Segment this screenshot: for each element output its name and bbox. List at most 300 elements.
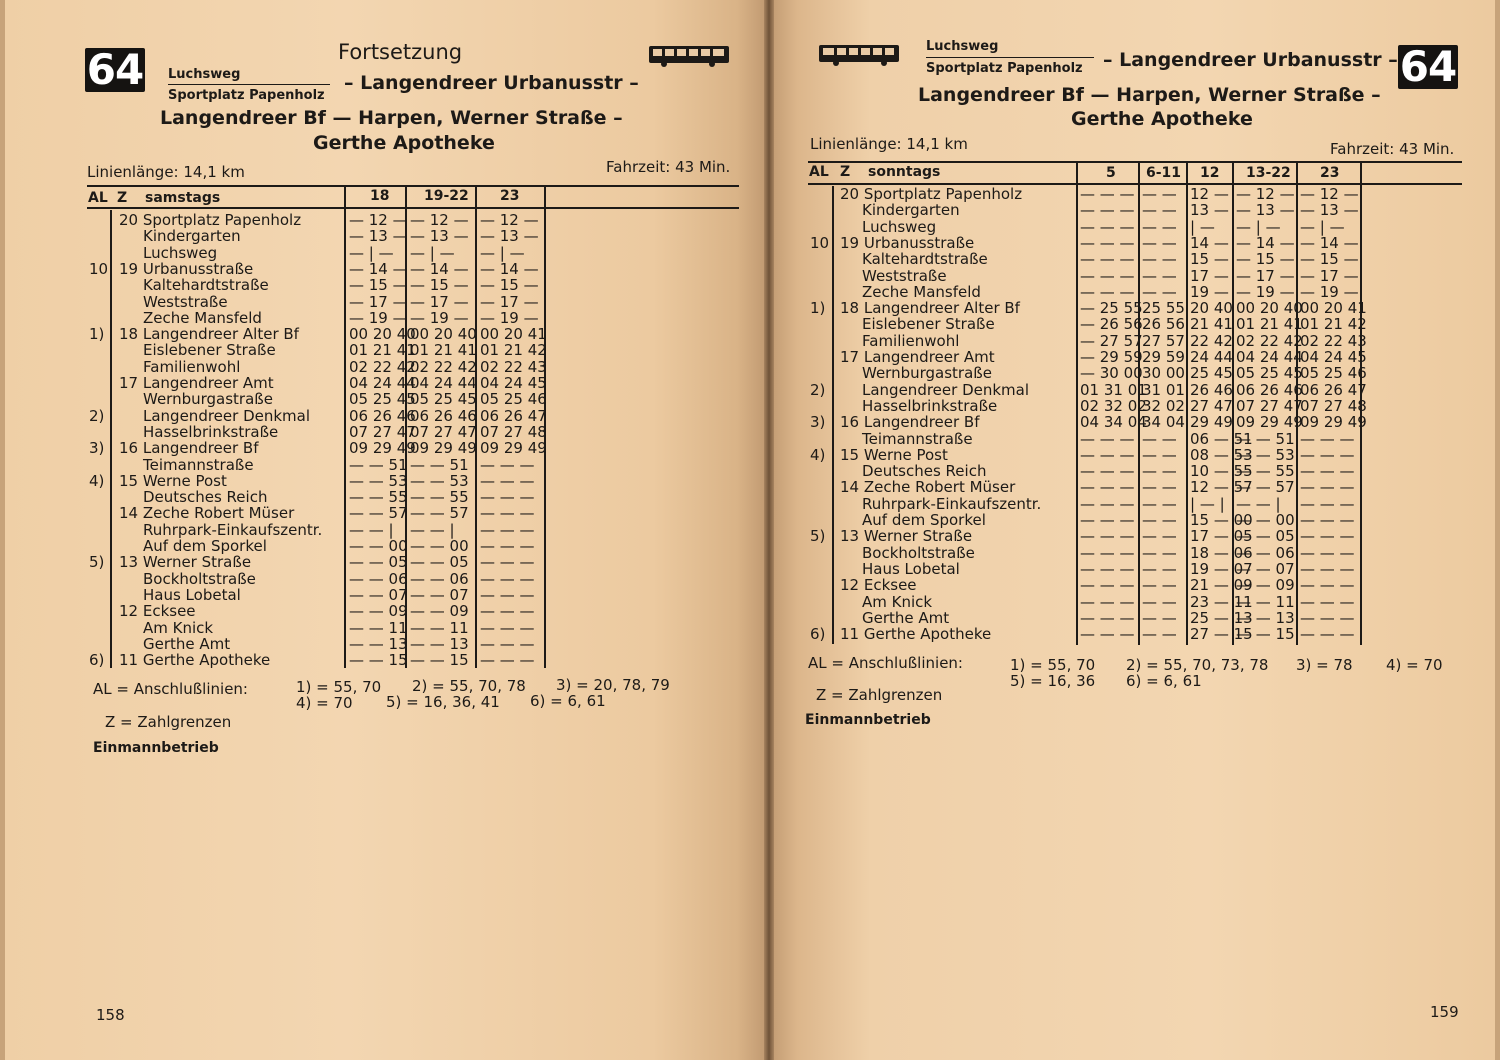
departure-time: — 15 — [480, 276, 539, 295]
departure-time: — — — [480, 585, 535, 604]
departure-time: 05 25 45 [349, 390, 416, 409]
header-col-13-22: 13-22 [1246, 165, 1291, 181]
departure-time: — 25 55 [1080, 299, 1143, 318]
departure-time: 07 27 47 [410, 422, 477, 441]
header-stop-luchsweg: Luchsweg [168, 67, 241, 82]
departure-time: 05 25 46 [480, 390, 547, 409]
departure-time: 07 27 47 [1236, 396, 1303, 415]
departure-time: — — — [1080, 282, 1135, 301]
departure-time: — — [1142, 543, 1177, 562]
departure-time: 06 26 46 [349, 406, 416, 425]
departure-time: 02 22 42 [1236, 331, 1303, 350]
row-al-marker: 10 [89, 259, 109, 278]
departure-time: — — — [480, 488, 535, 507]
departure-time: — 30 00 [1080, 364, 1143, 383]
departure-time: — — — [1080, 462, 1135, 481]
stop-name: Familienwohl [143, 357, 241, 376]
departure-time: 07 27 47 [349, 422, 416, 441]
departure-time: — — | [410, 520, 455, 539]
departure-time: — — [1142, 429, 1177, 448]
departure-time: — 15 — [1236, 250, 1295, 269]
stop-name: Luchsweg [862, 217, 937, 236]
departure-time: 00 20 40 [410, 325, 477, 344]
departure-time: — — [1142, 217, 1177, 236]
stop-name: Bockholtstraße [862, 543, 975, 562]
legend-5: 5) = 16, 36 [1010, 672, 1096, 690]
departure-time: 19 — 07 [1190, 559, 1253, 578]
departure-time: — — — [480, 537, 535, 555]
departure-time: — — 57 [349, 504, 408, 523]
stop-name: 18 Langendreer Alter Bf [840, 299, 1020, 318]
stop-name: Hasselbrinkstraße [862, 396, 998, 415]
departure-time: — — — [1080, 625, 1135, 644]
departure-time: — — [1142, 608, 1177, 627]
departure-time: — 12 — [1300, 185, 1359, 203]
departure-time: 02 22 42 [410, 357, 477, 376]
departure-time: — 15 — [410, 276, 469, 295]
departure-time: — 13 — [349, 227, 408, 246]
departure-time: 30 00 [1142, 364, 1185, 383]
departure-time: — — — [480, 569, 535, 588]
departure-time: 26 46 [1190, 380, 1233, 399]
departure-time: — — 09 [410, 602, 469, 621]
stop-name: Weststraße [862, 266, 947, 285]
departure-time: — — — [1080, 429, 1135, 448]
departure-time: 04 34 04 [1080, 413, 1147, 432]
departure-time: — 17 — [1300, 266, 1359, 285]
departure-time: — — 05 [349, 553, 408, 572]
departure-time: — 12 — [410, 211, 469, 229]
departure-time: — | — [349, 243, 394, 262]
departure-time: — — — [1080, 527, 1135, 546]
row-al-marker: 4) [810, 445, 826, 464]
departure-time: — 17 — [1236, 266, 1295, 285]
legend-6: 6) = 6, 61 [1126, 672, 1202, 690]
legend-3: 3) = 78 [1296, 656, 1353, 674]
departure-time: — — — [480, 651, 535, 670]
row-al-marker: 1) [89, 325, 105, 344]
stop-name: 16 Langendreer Bf [840, 413, 980, 432]
departure-time: 05 25 46 [1300, 364, 1367, 383]
departure-time: — — — [480, 618, 535, 637]
table-header-rule [87, 207, 739, 209]
row-al-marker: 6) [810, 625, 826, 644]
stop-name: Deutsches Reich [862, 462, 987, 481]
departure-time: 15 — [1190, 250, 1229, 269]
departure-time: — — 11 [410, 618, 469, 637]
departure-time: — — 09 [1236, 576, 1295, 595]
departure-time: 02 22 42 [349, 357, 416, 376]
stop-name: Kaltehardtstraße [143, 276, 269, 295]
stop-name: Teimannstraße [143, 455, 254, 474]
departure-time: — — [1142, 266, 1177, 285]
stop-name: 11 Gerthe Apotheke [840, 625, 992, 644]
route-number-badge: 64 [1399, 42, 1457, 91]
table-vline [344, 185, 346, 668]
header-stop-divider [168, 84, 330, 85]
stop-name: Deutsches Reich [143, 488, 268, 507]
row-al-marker: 5) [89, 553, 105, 572]
header-z: Z [840, 164, 851, 180]
table-top-rule [808, 161, 1462, 163]
departure-time: — — — [480, 504, 535, 523]
stop-name: 16 Langendreer Bf [119, 439, 259, 458]
departure-time: — — — [480, 471, 535, 490]
departure-time: 09 29 49 [1300, 413, 1367, 432]
stop-name: 11 Gerthe Apotheke [119, 651, 271, 670]
departure-time: — — 11 [1236, 592, 1295, 611]
departure-time: 12 — 57 [1190, 478, 1253, 497]
departure-time: — 14 — [480, 259, 539, 278]
departure-time: — — — [1080, 217, 1135, 236]
departure-time: — — — [1080, 266, 1135, 285]
stop-name: Zeche Mansfeld [862, 282, 981, 301]
departure-time: — 17 — [349, 292, 408, 311]
departure-time: — — | [349, 520, 394, 539]
departure-time: — — 00 [349, 537, 408, 555]
departure-time: — | — [480, 243, 525, 262]
departure-time: 09 29 49 [1236, 413, 1303, 432]
departure-time: 02 22 43 [480, 357, 547, 376]
stop-name: 15 Werne Post [119, 471, 227, 490]
departure-time: — — — [480, 455, 535, 474]
departure-time: — — 55 [1236, 462, 1295, 481]
departure-time: — — — [1300, 445, 1355, 464]
departure-time: — — 06 [1236, 543, 1295, 562]
departure-time: — — — [1300, 511, 1355, 529]
header-stop-papenholz: Sportplatz Papenholz [168, 88, 325, 103]
einmannbetrieb: Einmannbetrieb [93, 740, 219, 756]
departure-time: | — [1190, 217, 1215, 236]
departure-time: — 19 — [480, 308, 539, 327]
departure-time: — — 55 [410, 488, 469, 507]
departure-time: 20 40 [1190, 299, 1233, 318]
stop-name: 14 Zeche Robert Müser [840, 478, 1016, 497]
stop-name: 19 Urbanusstraße [840, 233, 975, 252]
departure-time: 14 — [1190, 233, 1229, 252]
stop-name: Kindergarten [862, 201, 960, 220]
row-al-marker: 4) [89, 471, 105, 490]
departure-time: — 19 — [410, 308, 469, 327]
stop-name: Eislebener Straße [862, 315, 995, 334]
stop-name: 20 Sportplatz Papenholz [119, 211, 302, 229]
departure-time: — 14 — [410, 259, 469, 278]
departure-time: — — — [1300, 559, 1355, 578]
departure-time: — 13 — [1300, 201, 1359, 220]
departure-time: 27 57 [1142, 331, 1185, 350]
header-col-12: 12 [1200, 165, 1220, 181]
departure-time: — 14 — [1236, 233, 1295, 252]
departure-time: 09 29 49 [480, 439, 547, 458]
departure-time: 06 26 47 [480, 406, 547, 425]
departure-time: — — 53 [410, 471, 469, 490]
departure-time: 23 — 11 [1190, 592, 1253, 611]
departure-time: — — [1142, 185, 1177, 203]
departure-time: 31 01 [1142, 380, 1185, 399]
departure-time: 01 21 42 [1300, 315, 1367, 334]
departure-time: 19 — [1190, 282, 1229, 301]
stop-name: 20 Sportplatz Papenholz [840, 185, 1023, 203]
page-edge-right [1495, 0, 1500, 1060]
header-col-23: 23 [1320, 165, 1340, 181]
stop-name: Wernburgastraße [862, 364, 992, 383]
departure-time: — — 06 [410, 569, 469, 588]
departure-time: 34 04 [1142, 413, 1185, 432]
departure-time: — — 13 [349, 634, 408, 653]
departure-time: — — [1142, 576, 1177, 595]
header-col-18: 18 [370, 188, 390, 204]
departure-time: — 17 — [410, 292, 469, 311]
departure-time: 04 24 44 [349, 374, 416, 392]
header-col-19-22: 19-22 [424, 188, 469, 204]
header-stop-papenholz: Sportplatz Papenholz [926, 61, 1083, 76]
departure-time: — — — [1300, 625, 1355, 644]
departure-time: — — | [1236, 494, 1281, 513]
header-stop-divider [926, 57, 1094, 58]
departure-time: — — — [1080, 543, 1135, 562]
departure-time: — — — [1300, 494, 1355, 513]
z-label: Z = Zahlgrenzen [816, 686, 943, 704]
line-length: Linienlänge: 14,1 km [87, 163, 245, 181]
departure-time: 27 47 [1190, 396, 1233, 415]
page-number: 159 [1430, 1003, 1459, 1021]
legend-label: AL = Anschlußlinien: [93, 680, 248, 698]
departure-time: — — [1142, 625, 1177, 644]
departure-time: — 13 — [410, 227, 469, 246]
stop-name: 17 Langendreer Amt [119, 374, 274, 392]
departure-time: — — [1142, 592, 1177, 611]
departure-time: 21 — 09 [1190, 576, 1253, 595]
departure-time: — — 07 [349, 585, 408, 604]
departure-time: 04 24 44 [410, 374, 477, 392]
stop-name: Eislebener Straße [143, 341, 276, 360]
row-al-marker: 3) [810, 413, 826, 432]
departure-time: | — | [1190, 494, 1225, 513]
departure-time: 17 — [1190, 266, 1229, 285]
departure-time: — — — [1080, 185, 1135, 203]
departure-time: — — [1142, 527, 1177, 546]
departure-time: — — [1142, 478, 1177, 497]
departure-time: — — 05 [1236, 527, 1295, 546]
title-line-3: Gerthe Apotheke [1071, 108, 1253, 130]
departure-time: 06 26 47 [1300, 380, 1367, 399]
departure-time: 01 21 41 [410, 341, 477, 360]
departure-time: 21 41 [1190, 315, 1233, 334]
row-al-marker: 5) [810, 527, 826, 546]
stop-name: Teimannstraße [862, 429, 973, 448]
departure-time: — — 57 [1236, 478, 1295, 497]
departure-time: — 19 — [1236, 282, 1295, 301]
table-vline [1186, 161, 1188, 645]
departure-time: 27 — 15 [1190, 625, 1253, 644]
departure-time: 06 26 46 [410, 406, 477, 425]
row-al-marker: 3) [89, 439, 105, 458]
departure-time: — — [1142, 233, 1177, 252]
departure-time: — 17 — [480, 292, 539, 311]
stop-name: Hasselbrinkstraße [143, 422, 279, 441]
departure-time: 00 20 40 [349, 325, 416, 344]
departure-time: — | — [410, 243, 455, 262]
departure-time: — 12 — [1236, 185, 1295, 203]
departure-time: — — — [1080, 250, 1135, 269]
departure-time: — — — [1300, 543, 1355, 562]
departure-time: 29 59 [1142, 348, 1185, 366]
departure-time: 04 24 45 [1300, 348, 1367, 366]
stop-name: 17 Langendreer Amt [840, 348, 995, 366]
departure-time: — — 15 [349, 651, 408, 670]
legend-5: 5) = 16, 36, 41 [386, 693, 500, 711]
book-spine [764, 0, 774, 1060]
departure-time: 08 — 53 [1190, 445, 1253, 464]
departure-time: — — — [1300, 576, 1355, 595]
title-line-2: Langendreer Bf — Harpen, Werner Straße – [160, 107, 623, 129]
departure-time: 25 55 [1142, 299, 1185, 318]
departure-time: 02 22 43 [1300, 331, 1367, 350]
zone-vline [110, 210, 112, 668]
header-al: AL [88, 190, 108, 206]
stop-name: Am Knick [862, 592, 933, 611]
legend-4: 4) = 70 [296, 694, 353, 712]
departure-time: 05 25 45 [1236, 364, 1303, 383]
stop-name: Wernburgastraße [143, 390, 273, 409]
row-al-marker: 10 [810, 233, 830, 252]
departure-time: — — — [1300, 478, 1355, 497]
departure-time: — 14 — [1300, 233, 1359, 252]
fortsetzung-label: Fortsetzung [338, 40, 463, 64]
departure-time: 09 29 49 [410, 439, 477, 458]
departure-time: — 26 56 [1080, 315, 1143, 334]
departure-time: 00 20 41 [1300, 299, 1367, 318]
stop-name: 13 Werner Straße [840, 527, 973, 546]
stop-name: Haus Lobetal [143, 585, 241, 604]
stop-name: Bockholtstraße [143, 569, 256, 588]
departure-time: — — 05 [410, 553, 469, 572]
departure-time: — — — [1300, 429, 1355, 448]
departure-time: 05 25 45 [410, 390, 477, 409]
departure-time: — — 53 [1236, 445, 1295, 464]
departure-time: — — — [1080, 494, 1135, 513]
page-edge-left [0, 0, 5, 1060]
departure-time: — — — [1080, 201, 1135, 220]
departure-time: — — [1142, 445, 1177, 464]
departure-time: 25 45 [1190, 364, 1233, 383]
legend-2: 2) = 55, 70, 73, 78 [1126, 656, 1269, 674]
legend-4: 4) = 70 [1386, 656, 1443, 674]
departure-time: — — 06 [349, 569, 408, 588]
departure-time: 04 24 45 [480, 374, 547, 392]
departure-time: — — — [480, 602, 535, 621]
departure-time: — 19 — [349, 308, 408, 327]
departure-time: 02 32 02 [1080, 396, 1147, 415]
departure-time: — — — [1080, 608, 1135, 627]
departure-time: — 29 59 [1080, 348, 1143, 366]
stop-name: Langendreer Denkmal [862, 380, 1030, 399]
departure-time: — — — [1300, 462, 1355, 481]
stop-name: Kaltehardtstraße [862, 250, 988, 269]
travel-time: Fahrzeit: 43 Min. [606, 158, 731, 176]
row-al-marker: 1) [810, 299, 826, 318]
departure-time: — — 15 [410, 651, 469, 670]
table-vline [1076, 161, 1078, 645]
stop-name: Ruhrpark-Einkaufszentr. [143, 520, 323, 539]
departure-time: — — 00 [410, 537, 469, 555]
header-day: samstags [145, 190, 221, 206]
row-al-marker: 2) [89, 406, 105, 425]
departure-time: — 13 — [480, 227, 539, 246]
stop-name: 18 Langendreer Alter Bf [119, 325, 299, 344]
departure-time: — — — [1080, 511, 1135, 529]
departure-time: 17 — 05 [1190, 527, 1253, 546]
departure-time: — — 13 [1236, 608, 1295, 627]
departure-time: 25 — 13 [1190, 608, 1253, 627]
stop-name: 14 Zeche Robert Müser [119, 504, 295, 523]
departure-time: — 12 — [480, 211, 539, 229]
stop-name: 19 Urbanusstraße [119, 259, 254, 278]
departure-time: — — — [1080, 592, 1135, 611]
bus-icon [648, 44, 730, 68]
departure-time: — — 11 [349, 618, 408, 637]
header-day: sonntags [868, 164, 941, 180]
stop-name: Kindergarten [143, 227, 241, 246]
departure-time: — 13 — [1236, 201, 1295, 220]
departure-time: 18 — 06 [1190, 543, 1253, 562]
stop-name: Auf dem Sporkel [862, 511, 986, 529]
stop-name: Langendreer Denkmal [143, 406, 311, 425]
departure-time: — — — [1080, 478, 1135, 497]
stop-name: 12 Ecksee [840, 576, 917, 595]
departure-time: — — [1142, 511, 1177, 529]
stop-name: Gerthe Amt [862, 608, 950, 627]
departure-time: — — 51 [410, 455, 469, 474]
row-al-marker: 6) [89, 651, 105, 670]
legend-6: 6) = 6, 61 [530, 692, 606, 710]
stop-name: Luchsweg [143, 243, 218, 262]
departure-time: 32 02 [1142, 396, 1185, 415]
title-line-1: – Langendreer Urbanusstr – [1103, 49, 1398, 71]
departure-time: 00 20 40 [1236, 299, 1303, 318]
header-al: AL [809, 164, 829, 180]
stop-name: Am Knick [143, 618, 214, 637]
header-z: Z [117, 190, 128, 206]
departure-time: — 27 57 [1080, 331, 1143, 350]
departure-time: — — [1142, 201, 1177, 220]
legend-2: 2) = 55, 70, 78 [412, 677, 526, 695]
row-al-marker: 2) [810, 380, 826, 399]
departure-time: 10 — 55 [1190, 462, 1253, 481]
departure-time: — — 00 [1236, 511, 1295, 529]
departure-time: — — [1142, 282, 1177, 301]
departure-time: — — — [1080, 559, 1135, 578]
departure-time: — — 07 [1236, 559, 1295, 578]
route-number-badge: 64 [86, 45, 144, 94]
header-col-23: 23 [500, 188, 520, 204]
title-line-3: Gerthe Apotheke [313, 132, 495, 154]
einmannbetrieb: Einmannbetrieb [805, 712, 931, 728]
legend-1: 1) = 55, 70 [1010, 656, 1096, 674]
departure-time: 07 27 48 [480, 422, 547, 441]
departure-time: — | — [1236, 217, 1281, 236]
departure-time: — — — [1300, 608, 1355, 627]
departure-time: 07 27 48 [1300, 396, 1367, 415]
stop-name: 15 Werne Post [840, 445, 948, 464]
departure-time: — — 07 [410, 585, 469, 604]
legend-3: 3) = 20, 78, 79 [556, 676, 670, 694]
departure-time: — — 15 [1236, 625, 1295, 644]
stop-name: Auf dem Sporkel [143, 537, 267, 555]
departure-time: — — [1142, 494, 1177, 513]
departure-time: — — — [480, 520, 535, 539]
departure-time: 26 56 [1142, 315, 1185, 334]
